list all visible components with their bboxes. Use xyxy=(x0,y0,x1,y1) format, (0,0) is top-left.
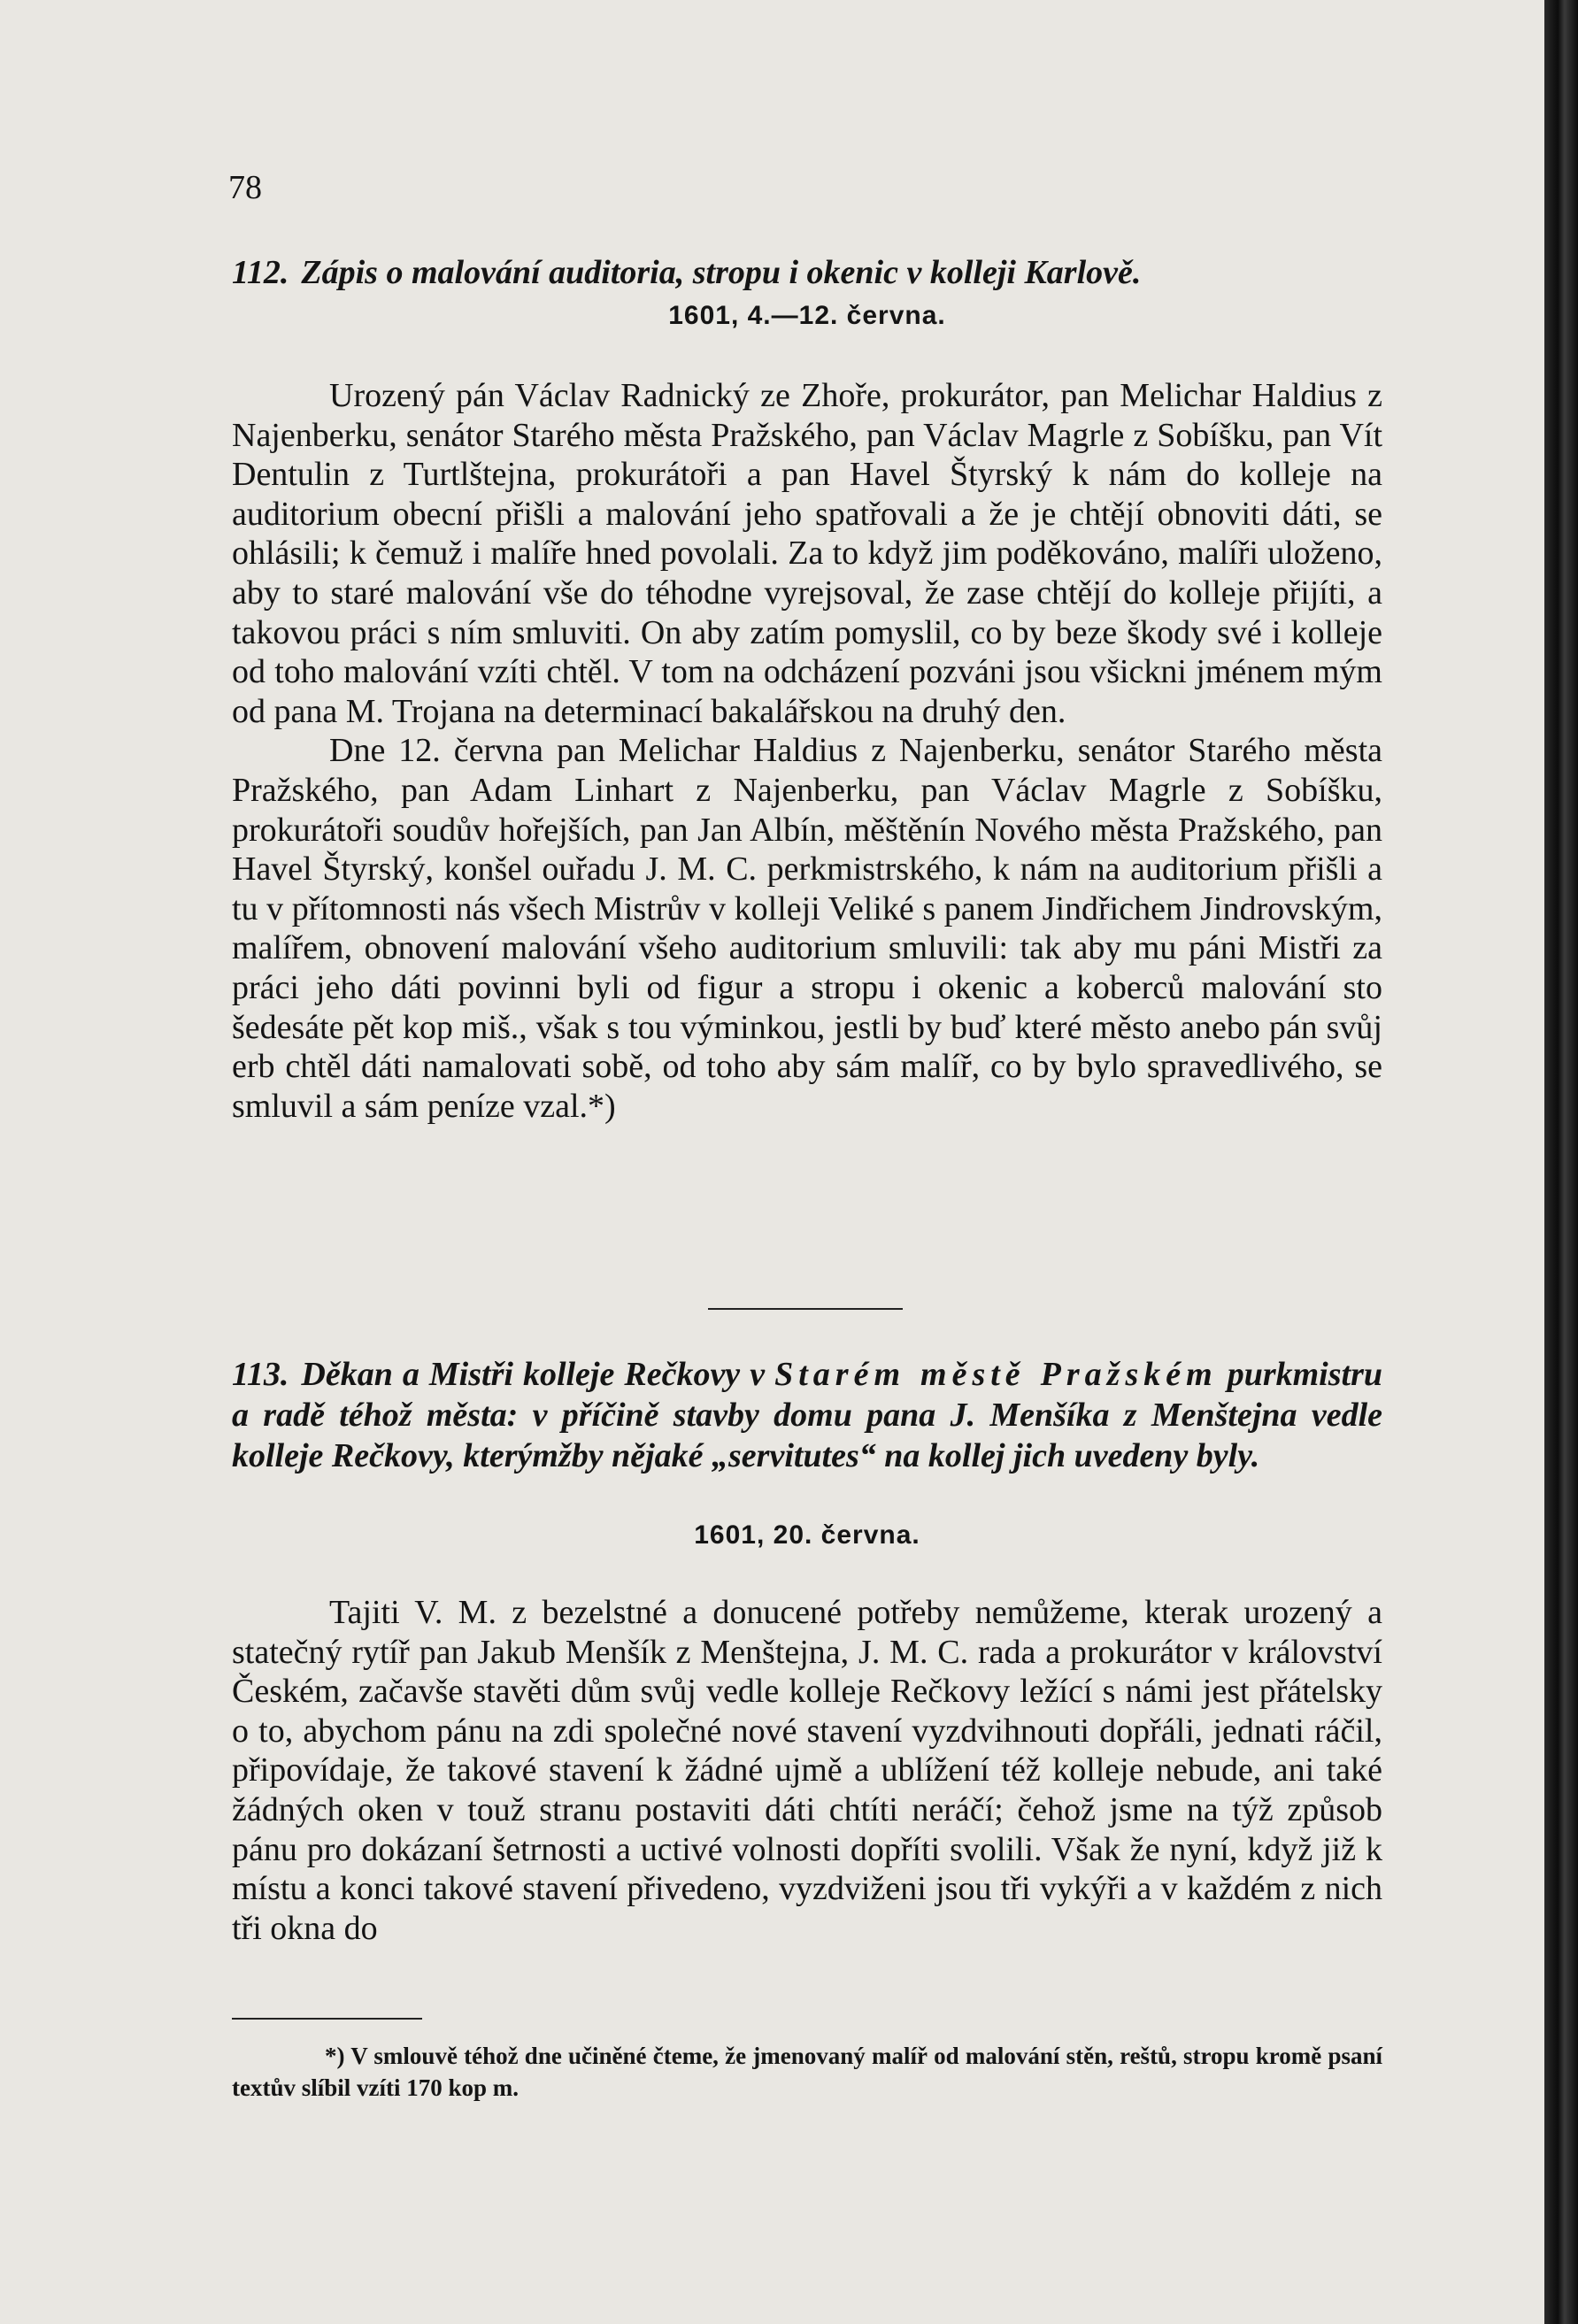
book-spine-edge xyxy=(1544,0,1578,2324)
page-number: 78 xyxy=(228,169,262,206)
entry-113-number: 113. xyxy=(232,1356,289,1393)
entry-112-paragraph-2: Dne 12. června pan Melichar Haldius z Najenberku, senátor Starého města Pražského, pan Adam Linhart z Najenberku, pan Václav Magrle z Sobíšku, prokurátoři soudův hořejších, pan Jan Albín, měštěnín Nového města Pražského, pan Havel Štyrský, konšel ouřadu J. M. C. perkmistrského, k nám na auditorium přišli a tu v přítomnosti nás všech Mistrův v kolleji Veliké s panem Jindřichem Jindrovským, malířem, obnovení malování všeho auditorium smluvili: tak aby mu páni Mistři za práci jeho dáti povinni byli od figur a stropu i okenic a koberců malování sto šedesáte pět kop miš., však s tou výminkou, jestli by buď které město anebo pán svůj erb chtěl dáti namalovati sobě, od toho aby sám malíř, co by bylo spravedlivého, se smluvil a sám peníze vzal.*) xyxy=(232,732,1382,1125)
footnote xyxy=(232,2040,1382,2104)
section-divider xyxy=(708,1308,903,1310)
entry-113-title-part-2: purkmistru a radě téhož města: v příčině stavby domu pana J. Menšíka z Menštejna vedle kolleje Rečkovy, kterýmžby nějaké „servitutes“ na kollej jich uvedeny byly. xyxy=(232,1356,1382,1474)
entry-113-title-part-1: Děkan a Mistři kolleje Rečkovy v xyxy=(301,1356,775,1393)
entry-112-date: 1601, 4.—12. června. xyxy=(668,301,946,330)
entry-112-heading xyxy=(232,252,1382,293)
entry-112-paragraph-1: Urozený pán Václav Radnický ze Zhoře, prokurátor, pan Melichar Haldius z Najenberku, senátor Starého města Pražského, pan Václav Magrle z Sobíšku, pan Vít Dentulin z Turtlštejna, prokurátoři a pan Havel Štyrský k nám do kolleje na auditorium obecní přišli a malování jeho spatřovali a že je chtějí obnoviti dáti, se ohlásili; k čemuž i malíře hned povolali. Za to když jim poděkováno, malíři uloženo, aby to staré malování vše do téhodne vyrejsoval, že zase chtějí do kolleje přijíti, a takovou práci s ním smluviti. On aby zatím pomyslil, co by beze škody své i kolleje od toho malování vzíti chtěl. V tom na odcházení pozváni jsou všickni jménem mým od pana M. Trojana na determinací bakalářskou na druhý den. xyxy=(232,377,1382,730)
entry-112-title: Zápis o malování auditoria, stropu i okenic v kolleji Karlově. xyxy=(301,254,1142,291)
footnote-rule xyxy=(232,2018,422,2020)
entry-112-number: 112. xyxy=(232,254,289,291)
footnote-text: *) V smlouvě téhož dne učiněné čteme, že jmenovaný malíř od malování stěn, reštů, stropu kromě psaní textův slíbil vzíti 170 kop m. xyxy=(232,2043,1382,2101)
entry-113-title-spaced: Starém městě Pražském xyxy=(774,1356,1218,1393)
entry-113-date: 1601, 20. června. xyxy=(694,1520,920,1550)
entry-113-paragraph-1: Tajiti V. M. z bezelstné a donucené potřeby nemůžeme, kterak urozený a statečný rytíř pan Jakub Menšík z Menštejna, J. M. C. rada a prokurátor v království Českém, začavše stavěti dům svůj vedle kolleje Rečkovy ležící s námi jest přátelsky o to, abychom pánu na zdi společné nové stavení vyzdvihnouti dopřáli, jednati ráčil, připovídaje, že takové stavení k žádné ujmě a ublížení též kolleje nebude, ani také žádných oken v touž stranu postaviti dáti chtíti neráčí; čehož jsme na týž způsob pánu pro dokázaní šetrnosti a uctivé volnosti dopříti svolili. Však že nyní, když již k místu a konci takové stavení přivedeno, vyzdviženi jsou tři vykýři a v každém z nich tři okna do xyxy=(232,1594,1382,1947)
entry-113-body xyxy=(232,1593,1382,1948)
entry-113-heading xyxy=(232,1354,1382,1476)
entry-112-body xyxy=(232,376,1382,1126)
